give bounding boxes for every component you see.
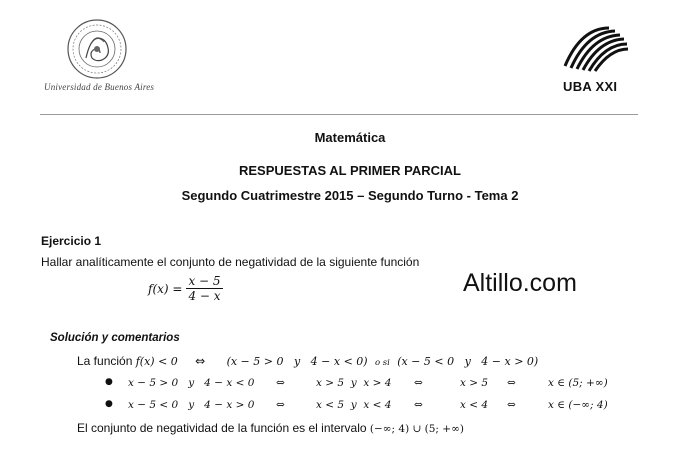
solution-conclusion	[77, 421, 464, 435]
case1-arrow-2: ⇔	[414, 377, 423, 389]
case2-arrow-1: ⇔	[276, 399, 285, 411]
case1-condition: x − 5 > 0 y 4 − x < 0	[128, 377, 255, 389]
line1-prefix: La función	[77, 354, 133, 368]
line1-or: o si	[374, 358, 390, 368]
case1-step-1: x > 5 y x > 4	[316, 377, 392, 389]
watermark: Altillo.com	[463, 269, 577, 297]
line1-expression: f(x) < 0	[135, 355, 178, 368]
case1-arrow-3: ⇔	[507, 377, 516, 389]
uba-xxi-logo-icon	[563, 26, 629, 72]
case2-arrow-3: ⇔	[507, 399, 516, 411]
line1-case-b: (x − 5 < 0 y 4 − x > 0)	[397, 355, 539, 368]
exercise-prompt: Hallar analíticamente el conjunto de negatividad de la siguiente función	[41, 255, 420, 269]
solution-title: Solución y comentarios	[50, 332, 180, 344]
case1-arrow-1: ⇔	[276, 377, 285, 389]
case2-arrow-2: ⇔	[414, 399, 423, 411]
case2-condition: x − 5 < 0 y 4 − x > 0	[128, 399, 255, 411]
conclusion-text: El conjunto de negatividad de la función es el intervalo	[77, 421, 367, 435]
iff-arrow: ⇔	[195, 354, 206, 368]
function-lhs: f(x) =	[148, 281, 183, 296]
bullet-icon: ●	[105, 377, 113, 387]
header-divider	[40, 114, 638, 115]
case2-result: x ∈ (−∞; 4)	[548, 399, 608, 411]
exercise-title: Ejercicio 1	[41, 234, 102, 248]
document-subheading: Segundo Cuatrimestre 2015 – Segundo Turno - Tema 2	[181, 188, 519, 203]
fraction-denominator: 4 − x	[188, 289, 221, 303]
fraction-numerator: x − 5	[188, 274, 221, 288]
case1-result: x ∈ (5; +∞)	[548, 377, 608, 389]
document-heading: RESPUESTAS AL PRIMER PARCIAL	[239, 163, 461, 178]
function-fraction	[186, 274, 222, 303]
case2-step-2: x < 4	[460, 399, 489, 411]
case1-step-2: x > 5	[460, 377, 489, 389]
case2-step-1: x < 5 y x < 4	[316, 399, 392, 411]
subject-title: Matemática	[314, 130, 386, 145]
conclusion-expression: (−∞; 4) ∪ (5; +∞)	[369, 423, 464, 435]
bullet-icon: ●	[105, 399, 113, 409]
function-definition	[148, 274, 223, 303]
program-logo-text: UBA XXI	[563, 79, 618, 94]
line1-case-a: (x − 5 > 0 y 4 − x < 0)	[226, 355, 368, 368]
university-name: Universidad de Buenos Aires	[44, 82, 155, 92]
university-seal-icon	[66, 18, 128, 80]
solution-line-1	[77, 354, 538, 368]
